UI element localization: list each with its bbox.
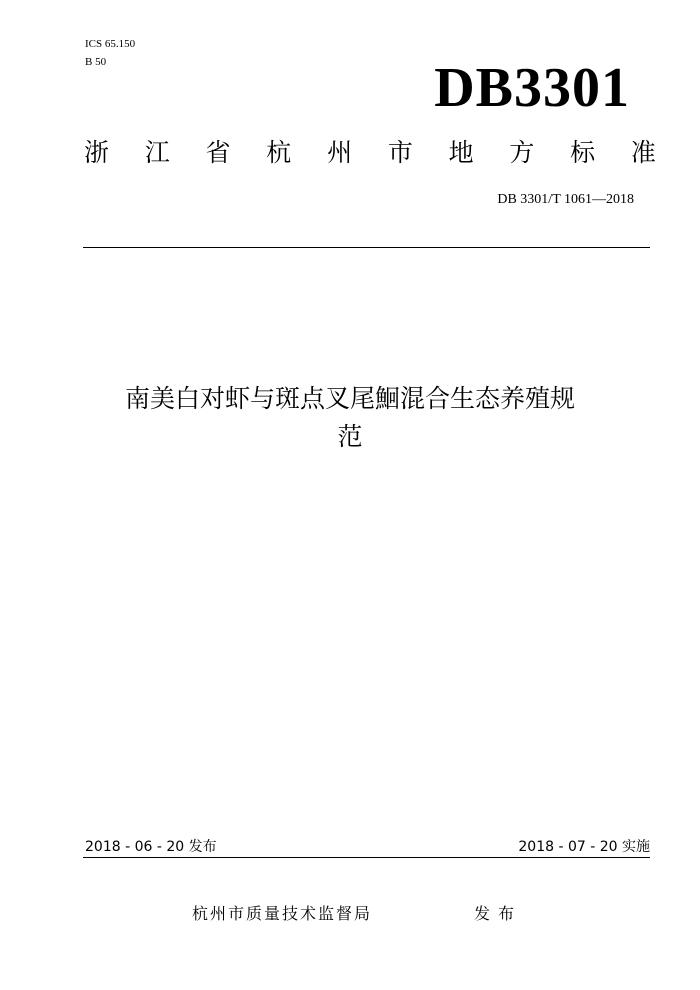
standard-type-char: 江: [144, 138, 170, 167]
standard-type-char: 地: [448, 138, 474, 167]
header-divider: [83, 247, 650, 248]
standard-type-char: 省: [205, 138, 231, 167]
db-code: DB3301: [434, 57, 630, 119]
standard-type-char: 市: [387, 138, 413, 167]
standard-type-char: 浙: [84, 138, 110, 167]
standard-type: [84, 136, 656, 170]
standard-type-char: 准: [630, 138, 656, 167]
document-title: [60, 380, 640, 456]
publish-date: 2018 - 06 - 20 发布: [85, 839, 217, 855]
ics-code: ICS 65.150: [85, 38, 136, 50]
standard-number: DB 3301/T 1061—2018: [497, 192, 634, 207]
document-title-line-1: 南美白对虾与斑点叉尾鮰混合生态养殖规: [124, 384, 575, 413]
issuer-name: 杭州市质量技术监督局: [192, 904, 373, 923]
issuer-action: 发布: [474, 904, 523, 923]
footer-divider: [83, 857, 650, 858]
standard-type-char: 方: [509, 138, 535, 167]
standard-type-char: 标: [570, 138, 596, 167]
ccs-code: B 50: [85, 56, 107, 68]
document-title-line-2: 范: [337, 422, 363, 451]
standard-type-char: 杭: [266, 138, 292, 167]
implement-date: 2018 - 07 - 20 实施: [518, 839, 650, 855]
standard-type-char: 州: [327, 138, 353, 167]
